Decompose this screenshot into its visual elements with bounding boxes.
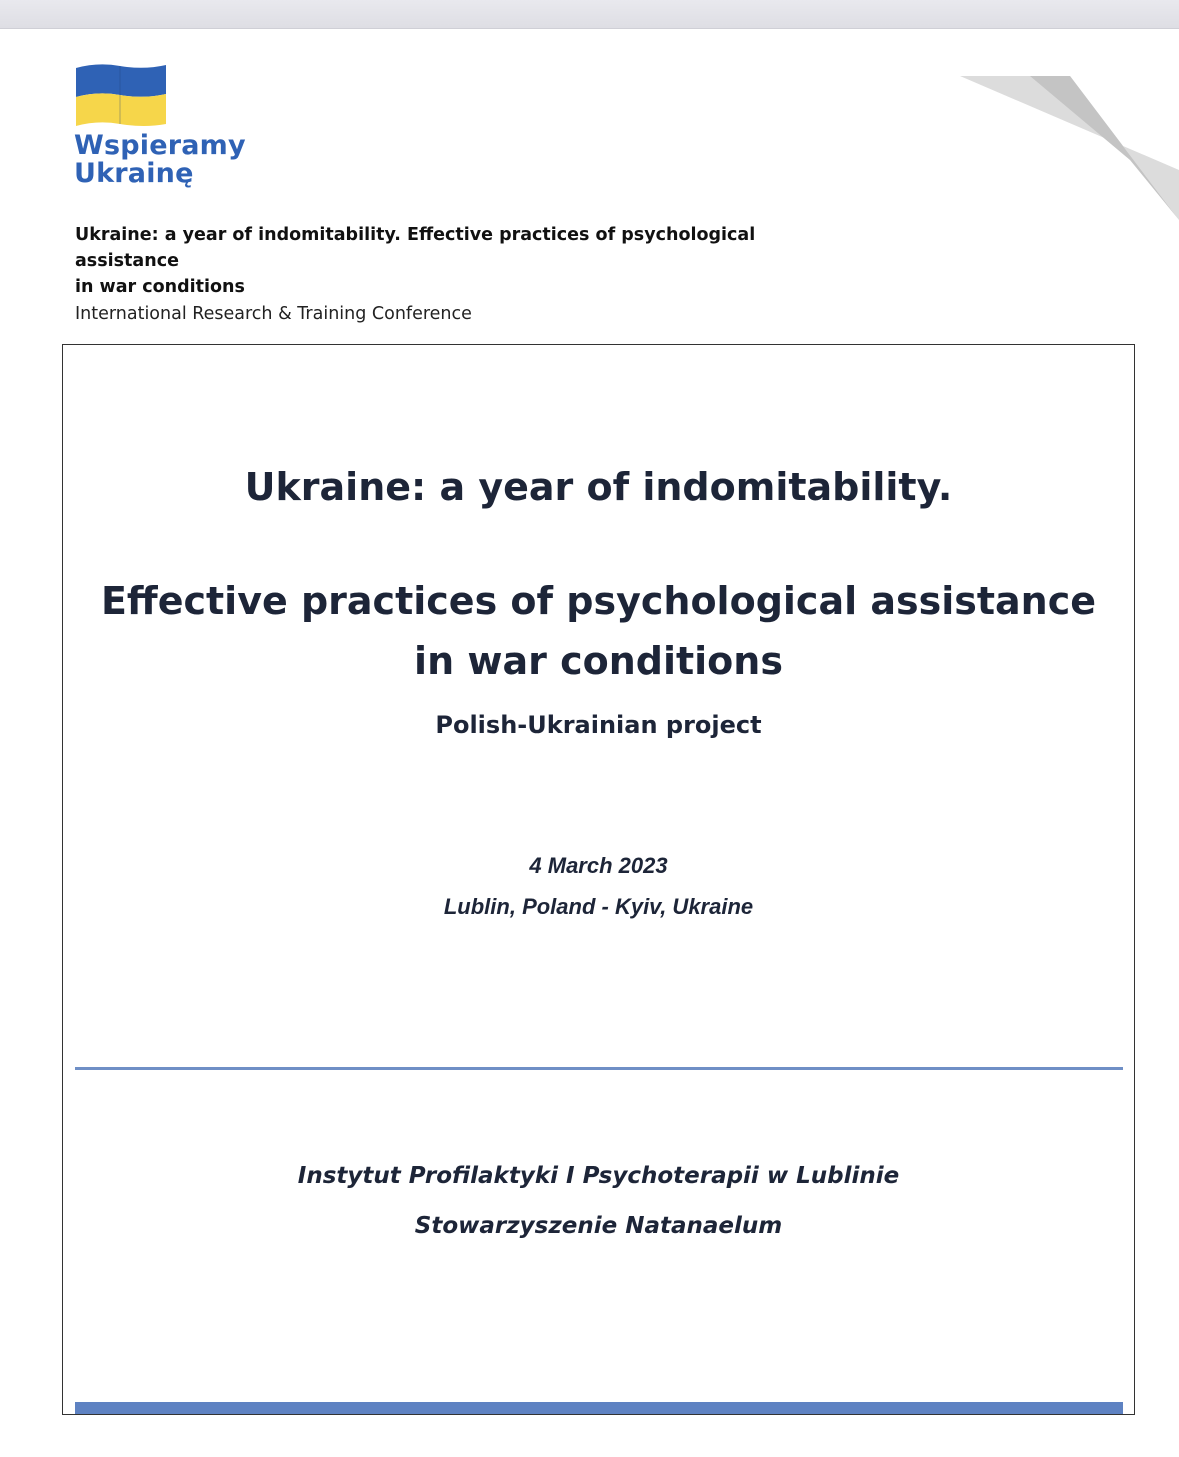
- organizer-2: Stowarzyszenie Natanaelum: [414, 1213, 783, 1239]
- project-label: Polish-Ukrainian project: [435, 711, 762, 739]
- cover-subtitle-line-1: Effective practices of psychological assistance: [100, 579, 1097, 623]
- corner-decoration: [960, 70, 1179, 230]
- conference-header: [75, 222, 835, 328]
- header-title-line-1: Ukraine: a year of indomitability. Effective practices of psychological assistance: [75, 225, 756, 271]
- cover-frame: [62, 344, 1135, 1415]
- cover-subtitle-line-2: in war conditions: [414, 639, 783, 683]
- event-date: 4 March 2023: [529, 853, 668, 878]
- logo-line-1: Wspieramy: [74, 130, 246, 161]
- cover-title: Ukraine: a year of indomitability.: [244, 465, 953, 509]
- organizer-1: Instytut Profilaktyki I Psychoterapii w Lublinie: [297, 1163, 900, 1189]
- logo-wordmark: [74, 132, 246, 188]
- bottom-accent-bar: [75, 1402, 1123, 1414]
- viewer-top-bar: [0, 0, 1179, 29]
- header-subtitle: International Research & Training Conference: [75, 304, 472, 324]
- event-place: Lublin, Poland - Kyiv, Ukraine: [443, 894, 754, 919]
- header-title-line-2: in war conditions: [75, 277, 245, 297]
- ukraine-flag-icon: [74, 62, 168, 126]
- logo-line-2: Ukrainę: [74, 158, 194, 189]
- cover-subtitle: [63, 571, 1134, 691]
- divider-line: [75, 1067, 1123, 1070]
